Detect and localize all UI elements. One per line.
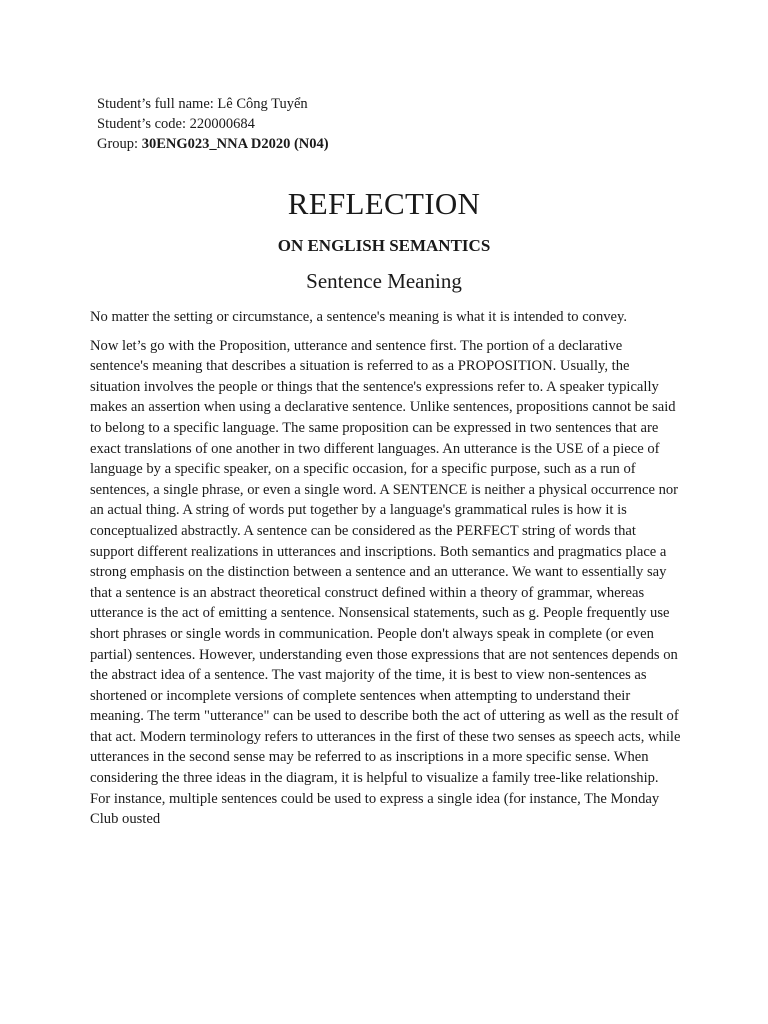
student-info xyxy=(97,94,329,154)
student-name-value: Lê Công Tuyển xyxy=(217,96,308,112)
student-code-line xyxy=(97,114,329,134)
document-title: REFLECTION xyxy=(287,186,481,221)
student-code-value: 220000684 xyxy=(189,116,255,132)
paragraph-2: Now let’s go with the Proposition, utterance and sentence first. The portion of a declarative sentence's meaning that describes a situation is referred to as a PROPOSITION. Usually, the situation involves the people or things that the sentence's expressions refer to. A speaker typically makes an assertion when using a declarative sentence. Unlike sentences, propositions cannot be said to belong to a specific language. The same proposition can be expressed in two sentences that are exact translations of one another in two different languages. An utterance is the USE of a piece of language by a specific speaker, on a specific occasion, for a specific purpose, such as a run of sentences, a single phrase, or even a single word. A SENTENCE is neither a physical occurrence nor an actual thing. A string of words put together by a language's grammatical rules is how it is conceptualized abstractly. A sentence can be considered as the PERFECT string of words that support different realizations in utterances and inscriptions. Both semantics and pragmatics place a strong emphasis on the distinction between a sentence and an utterance. We want to essentially say that a sentence is an abstract theoretical construct defined within a theory of grammar, whereas utterance is the act of emitting a sentence. Nonsensical statements, such as g. People frequently use short phrases or single words in communication. People don't always speak in complete (or even partial) sentences. However, understanding even those expressions that are not sentences depends on the abstract idea of a sentence. The vast majority of the time, it is best to view non-sentences as shortened or incomplete versions of complete sentences when attempting to understand their meaning. The term "utterance" can be used to describe both the act of uttering as well as the result of that act. Modern terminology refers to utterances in the first of these two senses as speech acts, while utterances in the second sense may be referred to as inscriptions in a more specific sense. When considering the three ideas in the diagram, it is helpful to visualize a family tree-like relationship. For instance, multiple sentences could be used to express a single idea (for instance, The Monday Club ousted xyxy=(90,337,681,828)
group-label: Group: xyxy=(97,136,142,152)
student-name-line xyxy=(97,94,329,114)
group-value: 30ENG023_NNA D2020 (N04) xyxy=(141,136,329,152)
group-line xyxy=(97,134,329,154)
section-heading: Sentence Meaning xyxy=(306,269,462,293)
student-code-label: Student’s code: xyxy=(97,116,190,132)
body-text xyxy=(90,307,682,838)
paragraph-1: No matter the setting or circumstance, a sentence's meaning is what it is intended to convey. xyxy=(90,309,628,325)
student-name-label: Student’s full name: xyxy=(97,96,218,112)
document-subtitle: ON ENGLISH SEMANTICS xyxy=(277,236,491,255)
